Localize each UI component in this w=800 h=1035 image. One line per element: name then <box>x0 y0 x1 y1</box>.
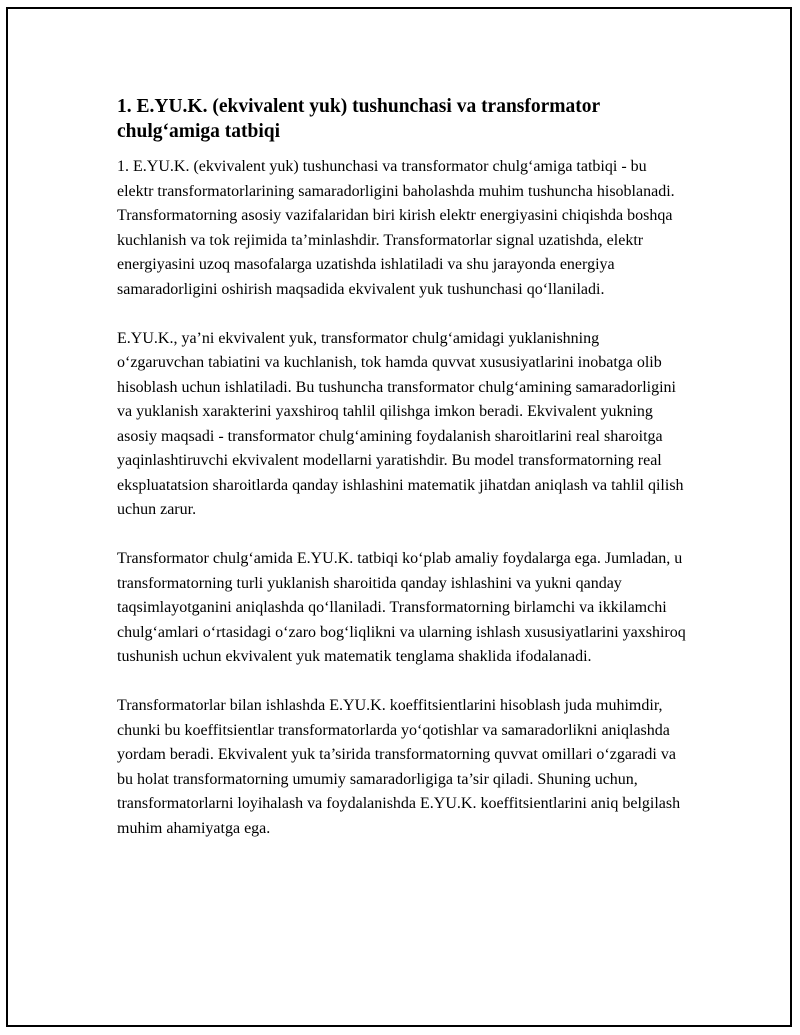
paragraph-3: Transformator chulg‘amida E.YU.K. tatbiqi ko‘plab amaliy foydalarga ega. Jumladan, u transformatorning turli yuklanish sharoitida qanday ishlashini va yukni qanday taqsimlayotganini aniqlashda qo‘llaniladi. Transformatorning birlamchi va ikkilamchi chulg‘amlari o‘rtasidagi o‘zaro bog‘liqlikni va ularning ishlash xususiyatlarini yaxshiroq tushunish uchun ekvivalent yuk matematik tenglama shaklida ifodalanadi. <box>117 550 686 665</box>
document-body <box>117 94 687 841</box>
paragraph-2: E.YU.K., ya’ni ekvivalent yuk, transformator chulg‘amidagi yuklanishning o‘zgaruvchan tabiatini va kuchlanish, tok hamda quvvat xususiyatlarini inobatga olib hisoblash uchun ishlatiladi. Bu tushuncha transformator chulg‘amining samaradorligini va yuklanish xarakterini yaxshiroq tahlil qilishga imkon beradi. Ekvivalent yukning asosiy maqsadi - transformator chulg‘amining foydalanish sharoitlarini real sharoitga yaqinlashtiruvchi ekvivalent modellarni yaratishdir. Bu model transformatorning real ekspluatatsion sharoitlarda qanday ishlashini matematik jihatdan aniqlash va tahlil qilish uchun zarur. <box>117 329 684 518</box>
document-heading: 1. E.YU.K. (ekvivalent yuk) tushunchasi va transformator chulg‘amiga tatbiqi <box>117 96 600 142</box>
paragraph-4: Transformatorlar bilan ishlashda E.YU.K. koeffitsientlarini hisoblash juda muhimdir, chunki bu koeffitsientlar transformatorlarda yo‘qotishlar va samaradorlikni aniqlashda yordam beradi. Ekvivalent yuk ta’sirida transformatorning quvvat omillari o‘zgaradi va bu holat transformatorning umumiy samaradorligiga ta’sir qiladi. Shuning uchun, transformatorlarni loyihalash va foydalanishda E.YU.K. koeffitsientlarini aniq belgilash muhim ahamiyatga ega. <box>117 697 681 837</box>
paragraph-1: 1. E.YU.K. (ekvivalent yuk) tushunchasi va transformator chulg‘amiga tatbiqi - bu elektr transformatorlarining samaradorligini baholashda muhim tushuncha hisoblanadi. Transformatorning asosiy vazifalaridan biri kirish elektr energiyasini chiqishda boshqa kuchlanish va tok rejimida ta’minlashdir. Transformatorlar signal uzatishda, elektr energiyasini uzoq masofalarga uzatishda ishlatiladi va shu jarayonda energiya samaradorligini oshirish maqsadida ekvivalent yuk tushunchasi qo‘llaniladi. <box>117 158 675 298</box>
